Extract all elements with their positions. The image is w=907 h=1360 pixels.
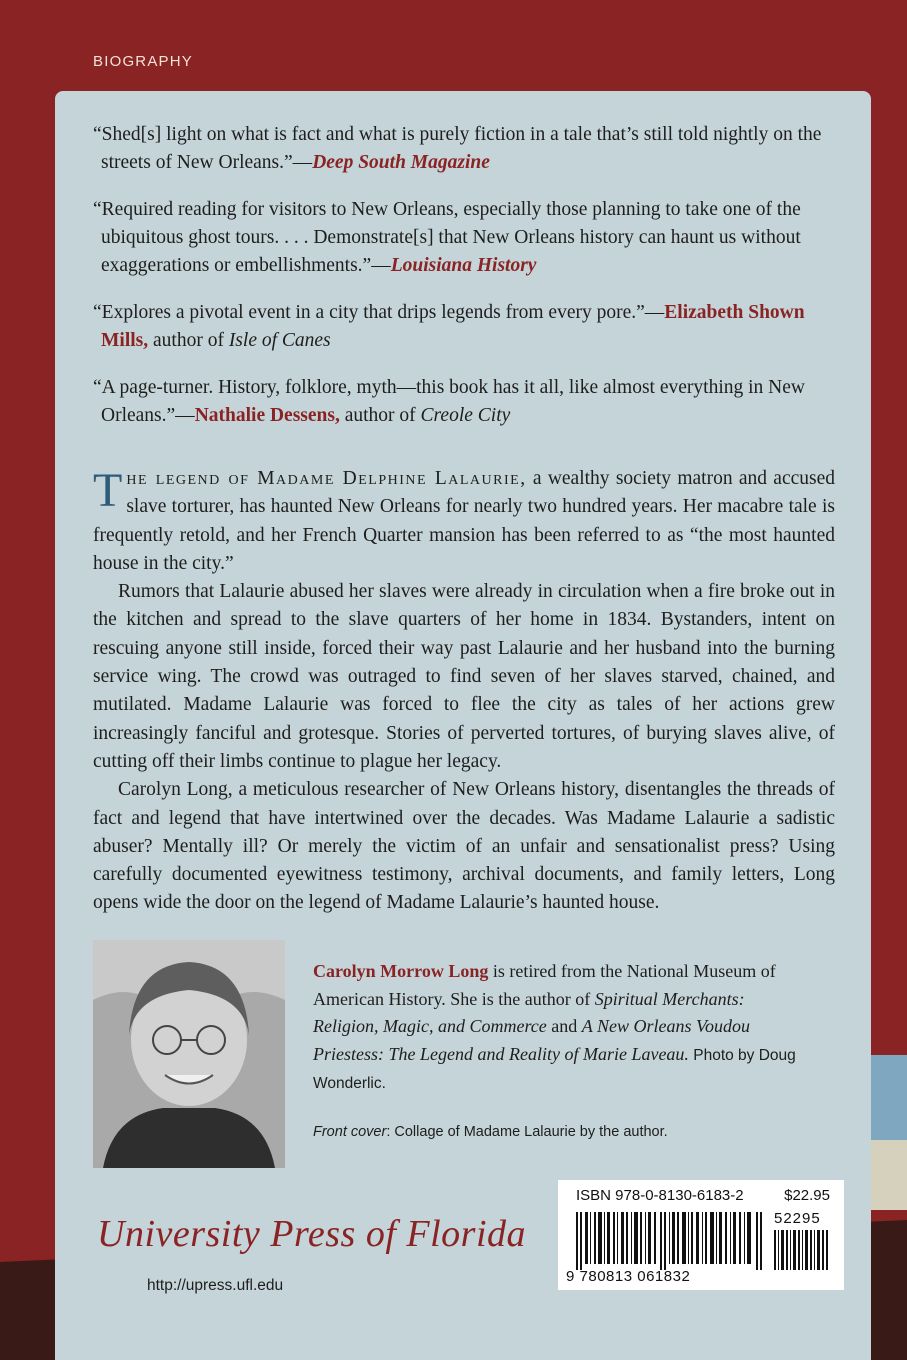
review-quotes [93, 121, 823, 449]
isbn-barcode [576, 1212, 766, 1270]
author-photo [93, 940, 285, 1168]
publisher-url[interactable]: http://upress.ufl.edu [147, 1277, 284, 1294]
front-cover-credit: Front cover: Collage of Madame Lalaurie by the author. [313, 1124, 668, 1140]
description-paragraph-3: Carolyn Long, a meticulous researcher of New Orleans history, disentangles the threads of fact and legend that have intertwined over the decades. Was Madame Lalaurie a sadistic abuser? Mentally ill? Or merely the victim of an unfair and sensationalist press? Using carefully documented eyewitness testimony, archival documents, and family letters, Long opens wide the door on the legend of Madame Lalaurie’s haunted house. [93, 779, 835, 914]
category-label: BIOGRAPHY [93, 53, 193, 70]
quote-2: “Required reading for visitors to New Orleans, especially those planning to take one of the ubiquitous ghost tours. . . . Demonstrate[s] that New Orleans history can haunt us without exaggerations or embellishments.”—Louisiana History [93, 199, 801, 276]
cover-accent-beige [866, 1140, 907, 1210]
quote-1: “Shed[s] light on what is fact and what is purely fiction in a tale that’s still told nightly on the streets of New Orleans.”—Deep South Magazine [93, 124, 822, 173]
cover-accent-blue [866, 1055, 907, 1145]
barcode-box [558, 1180, 844, 1290]
price-code: 52295 [774, 1210, 821, 1227]
price-barcode [774, 1230, 830, 1270]
quote-3: “Explores a pivotal event in a city that drips legends from every pore.”—Elizabeth Shown Mills, author of Isle of Canes [93, 302, 805, 351]
description-paragraph-2: Rumors that Lalaurie abused her slaves were already in circulation when a fire broke out in the kitchen and spread to the slave quarters of her home in 1834. Bystanders, intent on rescuing anyone still inside, forced their way past Lalaurie and her husband into the burning service wing. The crowd was outraged to find seven of her slaves starved, chained, and mutilated. Madame Lalaurie was forced to flee the city as tales of her actions grew increasingly fanciful and grotesque. Stories of perverted tortures, of burying slaves alive, of cutting off their limbs continue to plague her legacy. [93, 581, 835, 772]
description-paragraph-1: The legend of Madame Delphine Lalaurie, a wealthy society matron and accused slave torturer, has haunted New Orleans for nearly two hundred years. Her macabre tale is frequently retold, and her French Quarter mansion has been referred to as “the most haunted house in the city.” [93, 464, 836, 574]
author-bio: Carolyn Morrow Long is retired from the National Museum of American History. She is the author of Spiritual Merchants: Religion, Magic, and Commerce and A New Orleans Voudou Priestess: The Legend and Reality of Marie Laveau. Photo by Doug Wonderlic. [313, 961, 796, 1092]
isbn-label: ISBN 978-0-8130-6183-2 [576, 1187, 744, 1204]
publisher-logo: University Press of Florida [97, 1213, 526, 1255]
isbn-digits: 9 780813 061832 [566, 1268, 691, 1285]
quote-4: “A page-turner. History, folklore, myth—this book has it all, like almost everything in New Orleans.”—Nathalie Dessens, author of Creole City [93, 377, 805, 426]
price-label: $22.95 [784, 1187, 830, 1204]
dropcap: T [93, 464, 123, 517]
book-description [93, 465, 835, 918]
